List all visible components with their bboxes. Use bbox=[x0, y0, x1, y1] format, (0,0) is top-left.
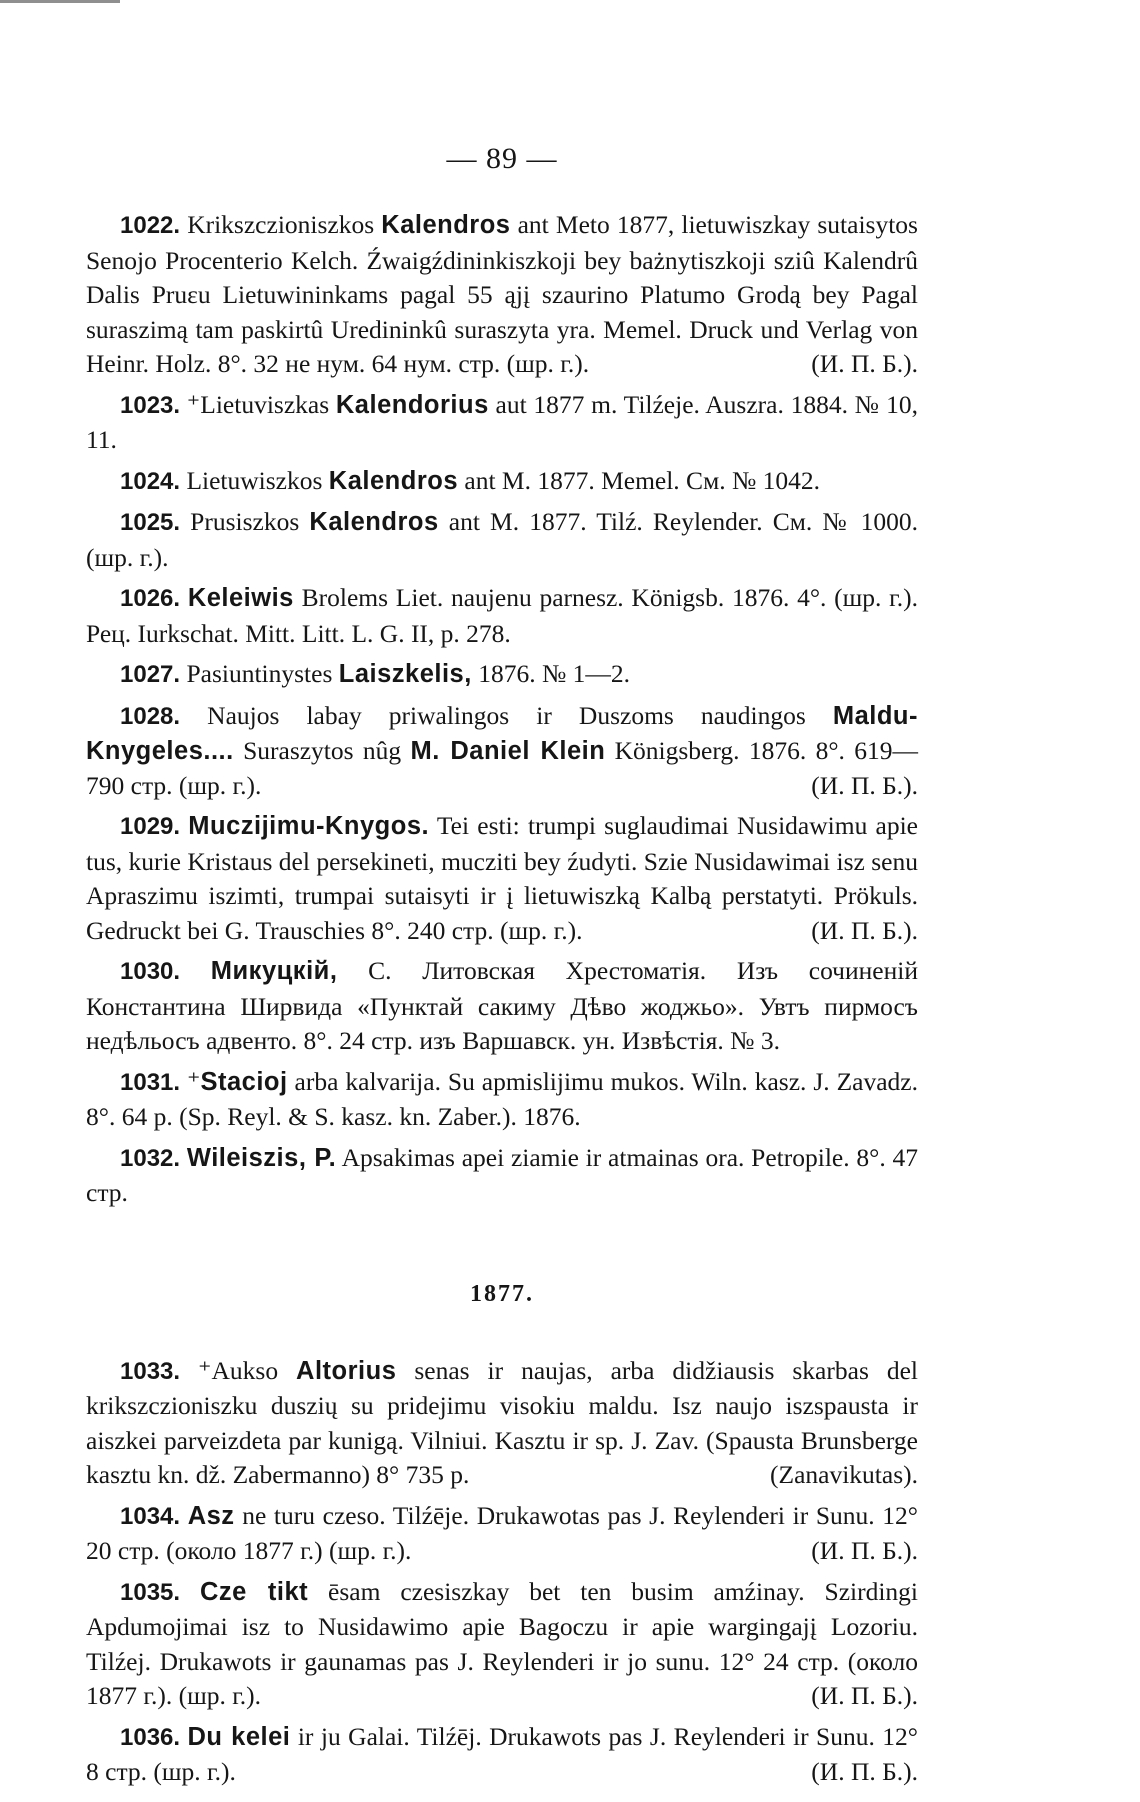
page-number: — 89 — bbox=[446, 142, 558, 175]
entry-text: ant Meto 1877, lietuwiszkay sutaisytos Senojo Procenterio Kelch. Źwaigźdininkiszkoji bey bażnytiszkoji sziû Kalendrû Dalis Pruɛu Lietuwininkams pagal 55 ąjį szaurino Platumo Grodą bey Pagal suraszimą tam paskirtû Uredininkû suraszyta yra. Memel. Druck und Verlag von Heinr. Holz. 8°. 32 не нум. 64 нум. стр. (шр. г.). bbox=[86, 210, 918, 378]
entry-keyword: Maldu-Knygeles.... bbox=[86, 701, 918, 765]
scan-artifact bbox=[0, 0, 120, 13]
bibliography-entry bbox=[86, 1354, 918, 1493]
entry-text: Pasiuntinystes bbox=[180, 659, 339, 688]
bibliography-entry bbox=[86, 464, 918, 500]
entry-text: Lietuwiszkos bbox=[180, 465, 329, 495]
entry-keyword: M. Daniel Klein bbox=[410, 737, 606, 765]
entry-number: 1034. bbox=[120, 1502, 181, 1530]
entry-number: 1022. bbox=[120, 212, 181, 239]
entry-text bbox=[180, 583, 188, 612]
entry-number: 1028. bbox=[120, 702, 181, 730]
bibliography-entry bbox=[86, 388, 918, 458]
entry-text: ⁺Lietuviszkas bbox=[180, 389, 336, 419]
library-siglum: (И. П. Б.). bbox=[811, 1681, 918, 1710]
entry-keyword: Du kelei bbox=[187, 1722, 291, 1751]
bibliography-entry bbox=[86, 1575, 918, 1714]
entry-text: 1876. № 1—2. bbox=[471, 659, 631, 688]
bibliography-entry bbox=[86, 657, 918, 693]
entry-keyword: Muczijimu-Knygos. bbox=[188, 812, 430, 840]
entry-keyword: Stacioj bbox=[200, 1067, 288, 1096]
entry-keyword: Kalendros bbox=[309, 508, 439, 536]
entry-text: Krikszczioniszkos bbox=[180, 210, 382, 239]
entry-text: ant M. 1877. Tilź. Reylender. См. № 1000. (шр. г.). bbox=[86, 507, 919, 572]
entry-number: 1031. bbox=[120, 1068, 181, 1096]
entry-text bbox=[180, 1577, 200, 1606]
entry-keyword: Микуцкій, bbox=[210, 957, 338, 985]
bibliography-entry bbox=[86, 1141, 918, 1211]
bibliography-entry bbox=[86, 1720, 918, 1790]
entry-text: Brolems Liet. naujenu parnesz. Königsb. 1876. 4°. (шр. г.). Рец. Iurkschat. Mitt. Litt. L. G. II, p. 278. bbox=[86, 583, 918, 648]
entry-keyword: Wileiszis, P. bbox=[186, 1143, 337, 1172]
entry-number: 1030. bbox=[120, 958, 181, 985]
entry-text: aut 1877 m. Tilźeje. Auszra. 1884. № 10, 11. bbox=[86, 389, 918, 454]
bibliography-entry bbox=[86, 208, 918, 382]
entries-1877 bbox=[86, 1354, 918, 1790]
library-siglum: (И. П. Б.). bbox=[811, 1536, 918, 1565]
entry-number: 1029. bbox=[120, 813, 181, 840]
entry-text: Apsakimas apei ziamie ir atmainas ora. Petropile. 8°. 47 стр. bbox=[86, 1142, 918, 1207]
entry-keyword: Laiszkelis, bbox=[338, 660, 472, 688]
entry-keyword: Kalendorius bbox=[335, 390, 489, 419]
library-siglum: (И. П. Б.). bbox=[811, 1757, 918, 1786]
entry-text bbox=[180, 1501, 188, 1530]
entry-number: 1024. bbox=[120, 467, 181, 495]
entry-text: С. Литовская Хрестоматія. Изъ сочиненій Константина Ширвида «Пунктай сакиму Дѣво жоджьо». Увтъ пирмосъ недѣльосъ адвенто. 8°. 24 стр. изъ Варшавск. ун. Извѣстія. № 3. bbox=[86, 956, 918, 1055]
entry-text: Königsberg. 1876. 8°. 619—790 стр. (шр. г.). bbox=[86, 736, 918, 800]
library-siglum: (Zanavikutas). bbox=[770, 1460, 918, 1489]
entry-number: 1036. bbox=[120, 1723, 181, 1751]
entry-number: 1027. bbox=[120, 661, 181, 688]
library-siglum: (И. П. Б.). bbox=[811, 349, 918, 378]
entry-text bbox=[180, 956, 211, 985]
entry-text: Tei esti: trumpi suglaudimai Nusidawimu apie tus, kurie Kristaus del persekineti, mucziti bey źudyti. Szie Nusidawimai isz senu Apraszimu iszimti, trumpai sutaisyti ir į lietuwiszką Kalbą perstatyti. Prökuls. Gedruckt bei G. Trauschies 8°. 240 стр. (шр. г.). bbox=[86, 811, 918, 945]
entry-number: 1026. bbox=[120, 585, 181, 612]
entry-text: ēsam czesiszkay bet ten busim amźinay. Szirdingi Apdumojimai isz to Nusidawimo apie Bagoczu ir apie wargingajį Lozoriu. Tilźej. Drukawots ir gaunamas pas J. Reylenderi ir jo sunu. 12° 24 стр. (около 1877 г.). (шр. г.). bbox=[86, 1576, 919, 1710]
entry-text bbox=[180, 1143, 187, 1172]
entry-number: 1033. bbox=[120, 1357, 181, 1385]
entry-keyword: Keleiwis bbox=[187, 584, 294, 612]
entry-text: ir ju Galai. Tilźēj. Drukawots pas J. Reylenderi ir Sunu. 12° 8 стр. (шр. г.). bbox=[86, 1721, 918, 1786]
entries-1876 bbox=[86, 208, 918, 1211]
entry-text bbox=[180, 1722, 187, 1751]
bibliography-entry bbox=[86, 505, 918, 575]
entry-text: Naujos labay priwalingos ir Duszoms naudingos bbox=[180, 700, 833, 730]
entry-number: 1035. bbox=[120, 1578, 181, 1606]
entry-text: ⁺ bbox=[180, 1066, 201, 1096]
entry-text: ne turu czeso. Tilźēje. Drukawotas pas J. Reylenderi ir Sunu. 12° 20 стр. (около 1877 г.) (шр. г.). bbox=[86, 1500, 918, 1565]
entry-keyword: Asz bbox=[187, 1501, 235, 1530]
entry-keyword: Cze tikt bbox=[199, 1577, 309, 1606]
entry-list bbox=[86, 208, 918, 1796]
library-siglum: (И. П. Б.). bbox=[811, 915, 918, 945]
entry-text: senas ir naujas, arba didžiausis skarbas del krikszczioniszku duszių su pridejimu visokiu maldu. Isz naujo iszspausta ir aiszkei parveizdeta par kunigą. Vilniui. Kasztu ir sp. J. Zav. (Spausta Brunsberge kasztu kn. dž. Zabermanno) 8° 735 p. bbox=[86, 1355, 918, 1489]
bibliography-entry bbox=[86, 954, 918, 1059]
bibliography-entry bbox=[86, 1065, 918, 1135]
entry-number: 1023. bbox=[120, 391, 181, 419]
bibliography-entry bbox=[86, 809, 918, 948]
entry-text: arba kalvarija. Su apmislijimu mukos. Wiln. kasz. J. Zavadz. 8°. 64 p. (Sp. Reyl. & S. kasz. kn. Zaber.). 1876. bbox=[86, 1066, 919, 1131]
entry-text: Prusiszkos bbox=[180, 507, 310, 536]
year-heading: 1877. bbox=[470, 1280, 534, 1307]
bibliography-entry bbox=[86, 699, 918, 804]
entry-text: Suraszytos nûg bbox=[233, 736, 411, 765]
entry-keyword: Altorius bbox=[296, 1356, 397, 1385]
entry-number: 1025. bbox=[120, 509, 181, 536]
entry-keyword: Kalendros bbox=[328, 466, 458, 495]
bibliography-entry bbox=[86, 581, 918, 651]
entry-text: ⁺Aukso bbox=[180, 1355, 297, 1385]
bibliography-entry bbox=[86, 1499, 918, 1569]
entry-number: 1032. bbox=[120, 1144, 181, 1172]
library-siglum: (И. П. Б.). bbox=[811, 770, 918, 800]
entry-keyword: Kalendros bbox=[381, 211, 511, 239]
entry-text: ant M. 1877. Memel. См. № 1042. bbox=[458, 465, 821, 495]
